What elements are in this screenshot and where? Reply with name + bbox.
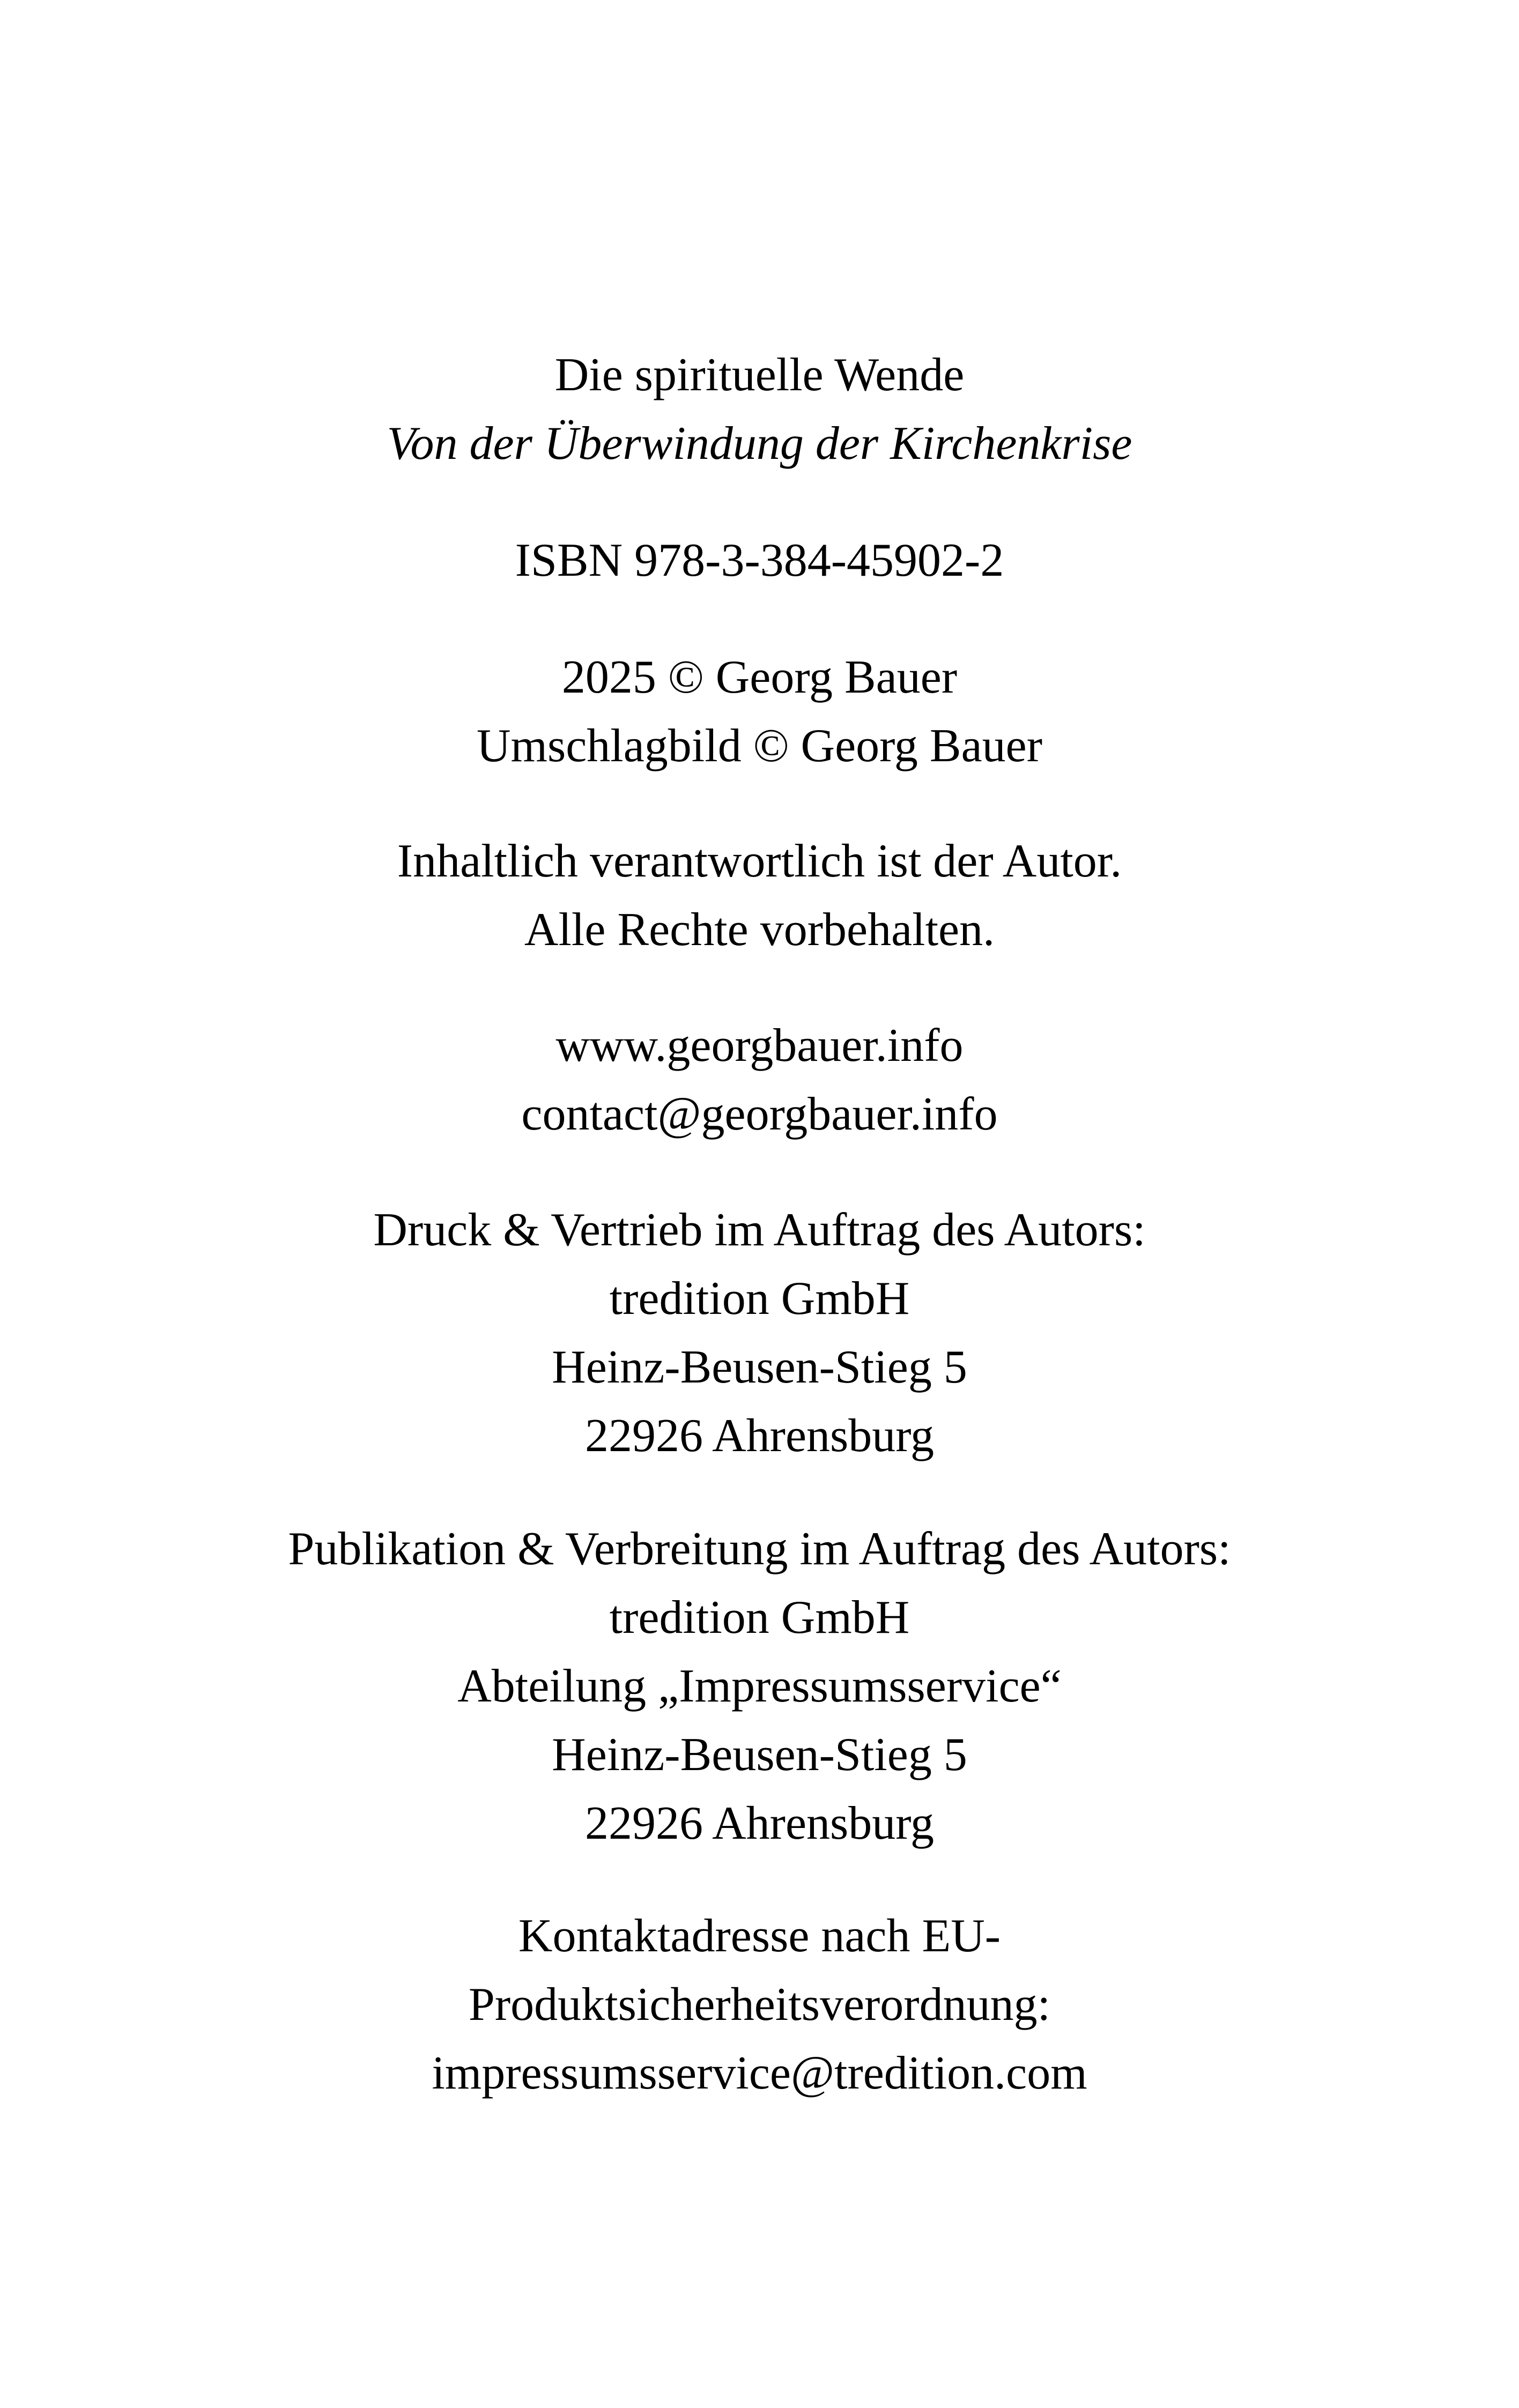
publication-department: Abteilung „Impressumsservice“ <box>457 1660 1062 1712</box>
title-block <box>0 341 1519 478</box>
eu-contact-block <box>0 1902 1519 2108</box>
rights-block <box>0 827 1519 964</box>
publication-city: 22926 Ahrensburg <box>584 1797 935 1849</box>
website-link[interactable]: www.georgbauer.info <box>555 1020 964 1072</box>
book-title: Die spirituelle Wende <box>554 349 965 401</box>
print-city: 22926 Ahrensburg <box>584 1410 935 1462</box>
copyright-cover: Umschlagbild © Georg Bauer <box>476 720 1042 772</box>
print-distribution-block <box>0 1196 1519 1470</box>
isbn-text: ISBN 978-3-384-45902-2 <box>515 534 1004 586</box>
web-contact-block <box>0 1012 1519 1149</box>
publication-block <box>0 1515 1519 1858</box>
publication-heading: Publikation & Verbreitung im Auftrag des Autors: <box>288 1523 1231 1575</box>
publication-street: Heinz-Beusen-Stieg 5 <box>552 1729 967 1781</box>
isbn-block <box>0 526 1519 595</box>
eu-contact-line1: Kontaktadresse nach EU- <box>518 1910 1001 1962</box>
book-subtitle: Von der Überwindung der Kirchenkrise <box>387 418 1132 470</box>
responsibility-note: Inhaltlich verantwortlich ist der Autor. <box>397 835 1122 887</box>
eu-contact-line2: Produktsicherheitsverordnung: <box>468 1979 1051 2031</box>
print-street: Heinz-Beusen-Stieg 5 <box>552 1341 967 1393</box>
copyright-block <box>0 643 1519 781</box>
copyright-author: 2025 © Georg Bauer <box>561 651 958 703</box>
eu-contact-email[interactable]: impressumsservice@tredition.com <box>432 2047 1087 2099</box>
print-company: tredition GmbH <box>609 1273 910 1325</box>
rights-reserved-note: Alle Rechte vorbehalten. <box>524 904 995 956</box>
publication-company: tredition GmbH <box>609 1592 910 1644</box>
email-link[interactable]: contact@georgbauer.info <box>521 1088 998 1140</box>
print-heading: Druck & Vertrieb im Auftrag des Autors: <box>373 1204 1146 1256</box>
